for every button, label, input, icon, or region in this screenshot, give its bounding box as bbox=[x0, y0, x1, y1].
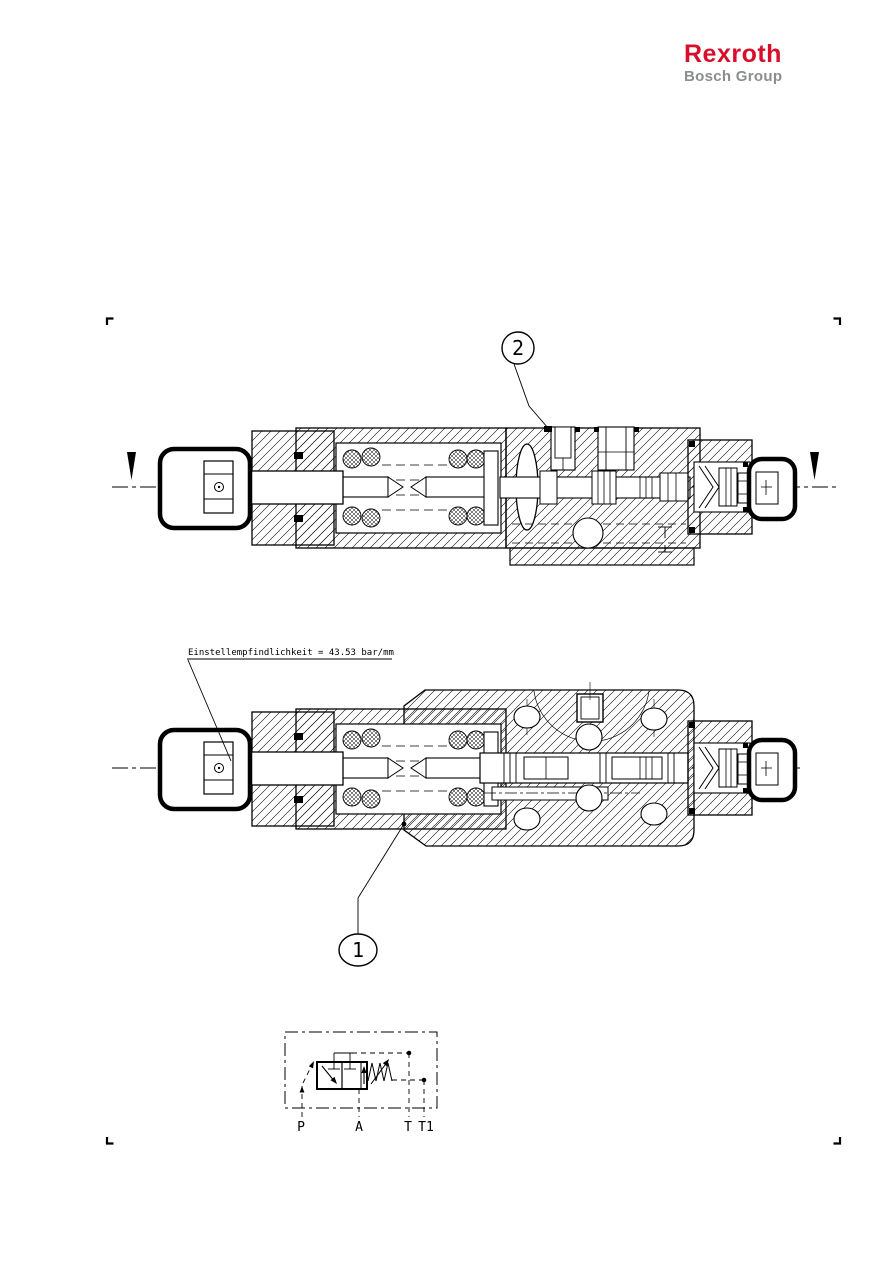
hydraulic-symbol-schematic bbox=[285, 1032, 437, 1135]
junction-dot bbox=[407, 1051, 412, 1056]
corner-tick-top-left bbox=[107, 319, 114, 326]
balloon-1 bbox=[339, 822, 406, 966]
port-label-p: P bbox=[297, 1120, 305, 1135]
cartridge-end-top bbox=[688, 440, 795, 534]
bosch-group-text: Bosch Group bbox=[684, 68, 783, 85]
valve-section-view-bottom bbox=[112, 648, 800, 966]
top-port bbox=[577, 682, 603, 722]
corner-tick-bottom-right bbox=[834, 1137, 841, 1144]
balloon-1-number: 1 bbox=[351, 938, 365, 962]
port-label-t: T bbox=[404, 1120, 412, 1135]
balloon-1-leader bbox=[358, 824, 404, 898]
balloon-2-number: 2 bbox=[511, 336, 525, 360]
corner-tick-top-right bbox=[834, 319, 841, 326]
corner-tick-bottom-left bbox=[107, 1137, 114, 1144]
rexroth-brand-text: Rexroth bbox=[684, 40, 782, 68]
section-arrow-right bbox=[810, 452, 819, 480]
cartridge-end-bottom bbox=[688, 721, 795, 815]
section-arrow-left bbox=[127, 452, 136, 480]
port-label-a: A bbox=[355, 1120, 363, 1135]
balloon-2 bbox=[502, 332, 552, 432]
balloon-2-leader bbox=[514, 364, 548, 428]
seal-ring bbox=[594, 427, 599, 432]
adjuster-end-top bbox=[160, 428, 506, 548]
valve-section-view-top bbox=[112, 332, 838, 565]
seal-ring bbox=[575, 427, 580, 432]
adjuster-end-bottom bbox=[160, 709, 506, 829]
port-label-t1: T1 bbox=[418, 1120, 434, 1135]
junction-dot bbox=[422, 1078, 427, 1083]
seal-ring bbox=[634, 427, 639, 432]
adjustment-callout-text: Einstellempfindlichkeit = 43.53 bar/mm bbox=[188, 648, 394, 658]
control-spool-bottom bbox=[480, 753, 688, 783]
